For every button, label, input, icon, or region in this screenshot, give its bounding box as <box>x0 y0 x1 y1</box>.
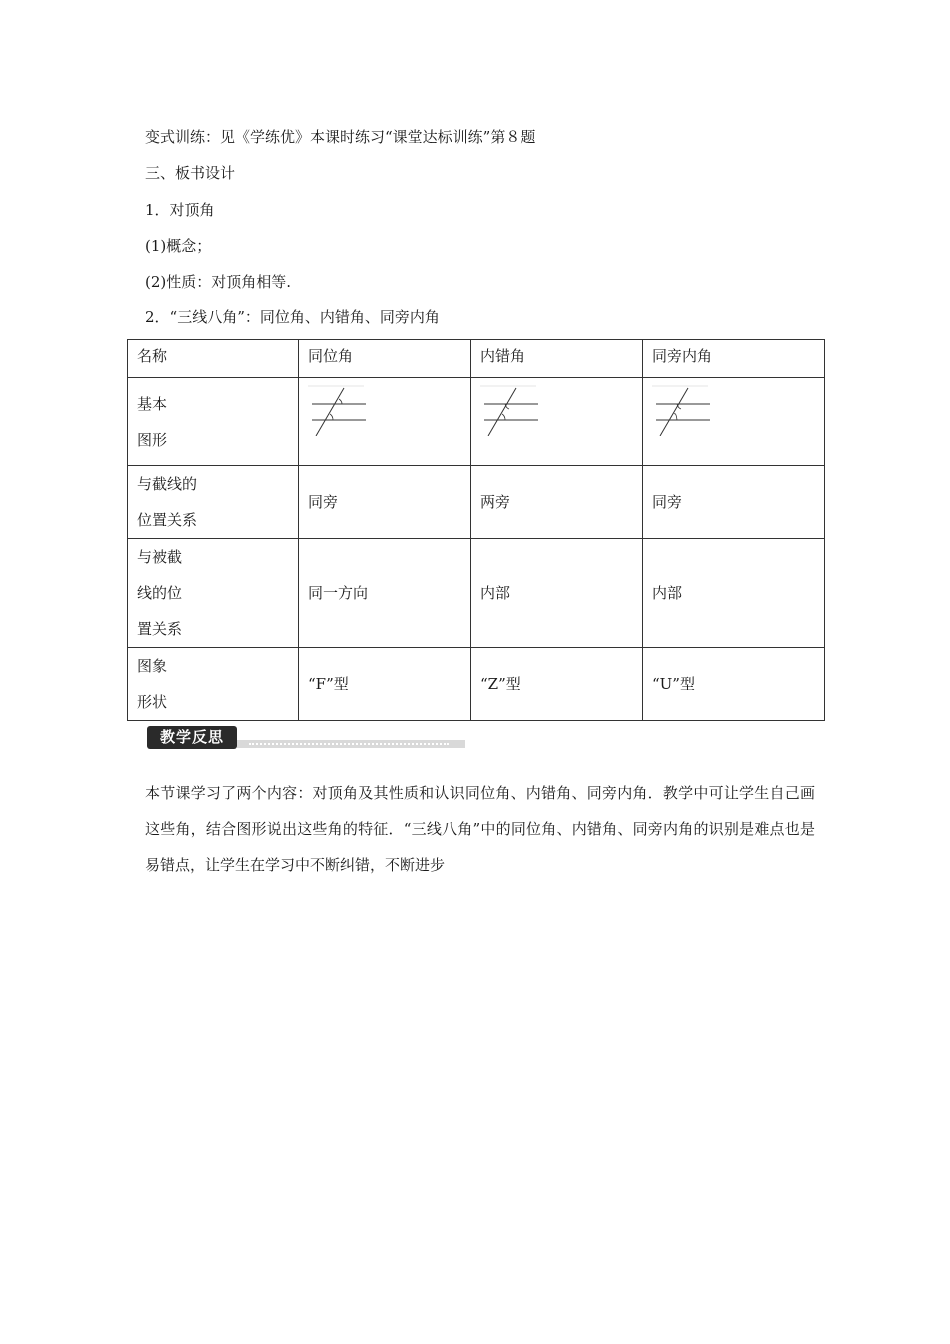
co-interior-angles-figure <box>652 384 712 436</box>
item-concept: (1)概念； <box>145 237 212 255</box>
cell-corresponding-transversal: 同旁 <box>299 466 471 539</box>
cell-co-interior-cut: 内部 <box>643 539 825 648</box>
header-cell-co-interior: 同旁内角 <box>643 340 825 378</box>
cell-corresponding-shape: “F”型 <box>299 648 471 721</box>
table-header-row <box>128 340 825 378</box>
cell-co-interior-transversal: 同旁 <box>643 466 825 539</box>
header-cell-name: 名称 <box>128 340 299 378</box>
reflection-title: 教学反思 <box>147 726 237 749</box>
table-row-basic-figure <box>128 378 825 466</box>
cell-alternate-shape: “Z”型 <box>471 648 643 721</box>
table-row-cut-lines-relation <box>128 539 825 648</box>
row-label-cut-lines-relation <box>128 539 299 648</box>
teaching-reflection-banner <box>147 725 465 750</box>
cell-alternate-transversal: 两旁 <box>471 466 643 539</box>
angles-comparison-table <box>127 339 825 721</box>
row-label-line: 与截线的 <box>137 475 198 493</box>
corresponding-angles-figure <box>308 384 368 436</box>
section-board-design-heading: 三、板书设计 <box>145 164 236 182</box>
row-label-line: 图形 <box>137 430 168 449</box>
banner-dots <box>249 743 449 747</box>
item-vertical-angles: 1．对顶角 <box>145 201 215 219</box>
row-label-line: 图象 <box>137 657 168 675</box>
figure-co-interior-cell <box>643 378 825 466</box>
cell-co-interior-shape: “U”型 <box>643 648 825 721</box>
row-label-line: 基本 <box>137 394 168 413</box>
figure-alternate-cell <box>471 378 643 466</box>
alternate-interior-angles-figure <box>480 384 540 436</box>
variant-training-line: 变式训练：见《学练优》本课时练习“课堂达标训练”第８题 <box>145 128 536 146</box>
table-row-shape <box>128 648 825 721</box>
item-property: (2)性质：对顶角相等. <box>145 273 292 291</box>
row-label-transversal-relation <box>128 466 299 539</box>
row-label-line: 线的位 <box>137 584 183 602</box>
row-label-line: 与被截 <box>137 548 183 566</box>
banner-decorative-bar <box>237 740 465 748</box>
item-three-lines-eight-angles: 2．“三线八角”：同位角、内错角、同旁内角 <box>145 308 440 326</box>
header-cell-corresponding: 同位角 <box>299 340 471 378</box>
table-row-transversal-relation <box>128 466 825 539</box>
row-label-line: 形状 <box>137 693 168 711</box>
reflection-paragraph: 本节课学习了两个内容：对顶角及其性质和认识同位角、内错角、同旁内角．教学中可让学生自己画这些角，结合图形说出这些角的特征．“三线八角”中的同位角、内错角、同旁内角的识别是难点也是易错点，让学生在学习中不断纠错，不断进步 <box>145 784 815 874</box>
figure-corresponding-cell <box>299 378 471 466</box>
row-label-shape <box>128 648 299 721</box>
cell-corresponding-cut: 同一方向 <box>299 539 471 648</box>
row-label-basic-figure <box>128 378 299 466</box>
row-label-line: 位置关系 <box>137 511 198 529</box>
row-label-line: 置关系 <box>137 620 183 638</box>
cell-alternate-cut: 内部 <box>471 539 643 648</box>
header-cell-alternate-interior: 内错角 <box>471 340 643 378</box>
